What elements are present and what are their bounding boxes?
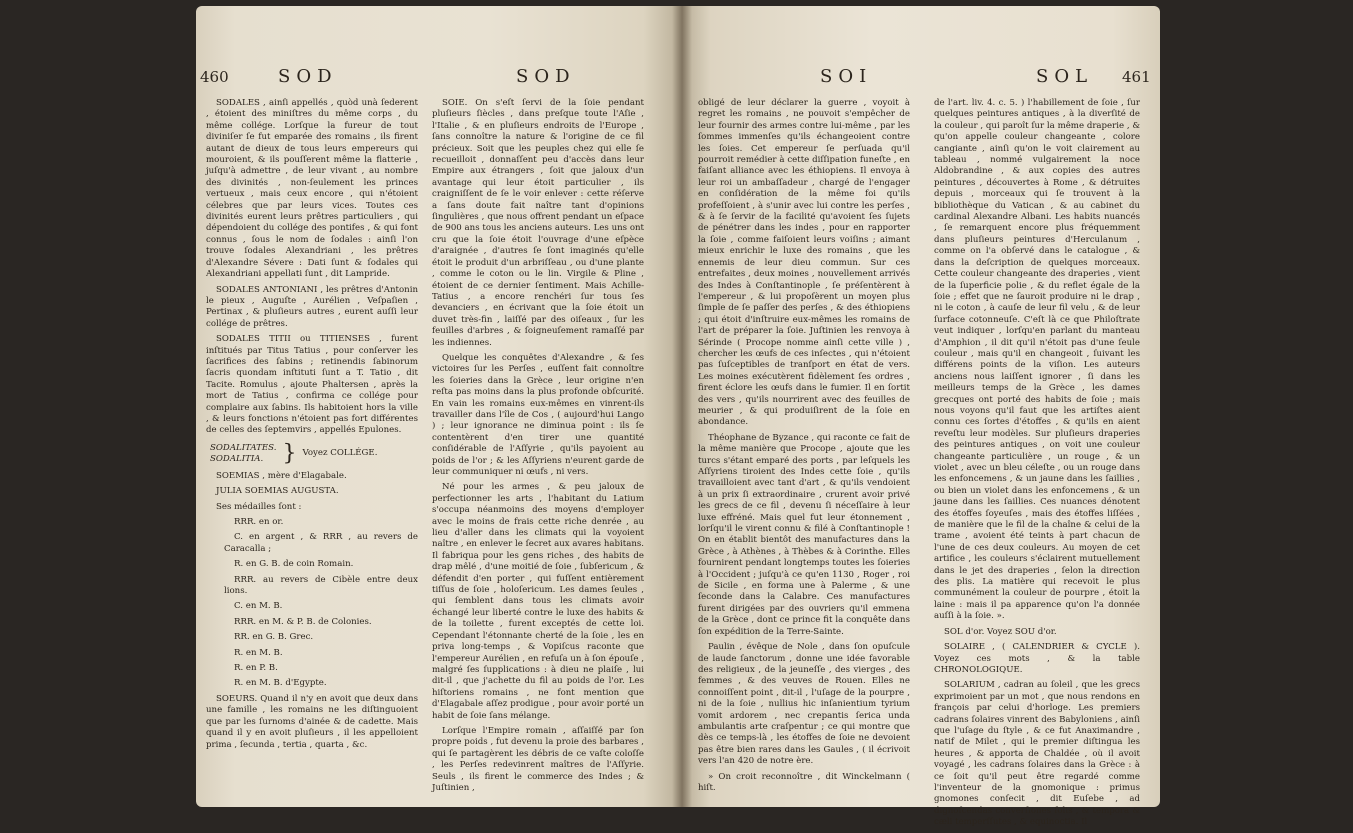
paragraph: JULIA SOEMIAS AUGUSTA. <box>216 486 339 497</box>
text-column <box>432 98 644 798</box>
cross-reference-term: SODALITIA. <box>210 453 264 464</box>
paragraph: Ses médailles ſont : <box>216 501 302 512</box>
book-gutter <box>672 6 692 807</box>
running-head: SOD <box>278 66 338 87</box>
paragraph: Lorſque l'Empire romain , aſſaiſſé par ſon propre poids , fut devenu la proie des barbares , qui ſe partagèrent les débris de ce vaſte coloſſe , les Perſes redevinrent maîtres de l'Aſſyrie. Seuls , ils firent le commerce des Indes ; & Juſtinien , <box>432 725 644 793</box>
text-column <box>698 98 910 798</box>
paragraph: obligé de leur déclarer la guerre , voyoit à regret les romains , ne pouvoit s'empêcher de leur fournir des armes contre lui-même , par les ſommes immenſes qu'ils échangeoient contre les ſoies. Cet empereur ſe perſuada qu'il pourroit remédier à cette diſſipation funeſte , en faiſant alliance avec les éthiopiens. Il envoya à leur roi un ambaſſadeur , chargé de l'engager en conſidération de la même foi qu'ils profeſſoient , à s'unir avec lui contre les perſes , & à ſe ſervir de la facilité qu'avoient ſes ſujets de pénétrer dans les indes , pour en rapporter la ſoie , comme faiſoient leurs voiſins ; aimant mieux enrichir le luxe des romains , que les ennemis de leur dieu commun. Sur ces entrefaites , deux moines , nouvellement arrivés des Indes à Conſtantinople , ſe préſentèrent à l'empereur , & lui propoſèrent un moyen plus ſimple de ſe paſſer des perſes , & des éthiopiens ; qui étoit d'inſtruire eux-mêmes les romains de l'art de préparer la ſoie. Juſtinien les renvoya à Sérinde ( Procope nomme ainſi cette ville ) , chercher les œufs de ces inſectes , qui n'étoient pas ſuſceptibles de tranſport en état de vers. Les moines exécutèrent fidèlement ſes ordres , firent éclore les œufs dans le fumier. Il en ſortit des vers , qu'ils nourrirent avec des feuilles de meurier , & qui produiſirent de la ſoie en abondance. <box>698 98 910 428</box>
running-head: SOL <box>1036 66 1094 87</box>
medal-entry: C. en M. B. <box>234 601 283 612</box>
medal-entry: R. en G. B. de coin Romain. <box>234 559 354 570</box>
right-page <box>682 6 1160 828</box>
paragraph: SOLARIUM , cadran au ſoleil , que les grecs exprimoient par un mot , que nous rendons en françois par celui d'horloge. Les premiers cadrans ſolaires vinrent des Babyloniens , ainſi que l'uſage du ſtyle , & ce fut Anaximandre , natif de Milet , qui le premier diſtingua les heures , & apporta de Chaldée , où il avoit voyagé , les cadrans ſolaires dans la Grèce : à ce ſoit qu'il peut être regardé comme l'inventeur de la gnomonique : primus gnomones conſecit , dit Euſebe , ad dignoſcendas converſiones ſolis , & tempora & cæli temperſſutes , & equinoctia. Il <box>934 680 1140 828</box>
cross-reference-term: SODALITATES. <box>210 442 277 453</box>
running-head: SOI <box>820 66 873 87</box>
paragraph: Paulin , évêque de Nole , dans ſon opuſcule de laude ſanctorum , donne une idée favorable des religieux , de la jeuneſſe , des vierges , des femmes , & des veuves de Rouen. Elles ne connoiſſent point , dit-il , l'uſage de la pourpre , ni de la ſoie , nullius hic inſanientium tyrium vomit ardorem , nec crepantis ſerica unda ambulantis arte craſpentur ; ce qui montre que dès ce temps-là , les étoffes de ſoie ne devoient pas être bien rares dans les Gaules , ( il écrivoit vers l'an 420 de notre ère. <box>698 642 910 767</box>
left-page-header <box>196 64 682 92</box>
medal-entry: RRR. en M. & P. B. de Colonies. <box>234 616 372 627</box>
medal-entry: R. en M. B. <box>234 647 283 658</box>
paragraph: » On croit reconnoître , dit Winckelmann ( hiſt. <box>698 771 910 793</box>
paragraph: Né pour les armes , & peu jaloux de perfectionner les arts , l'habitant du Latium s'occupa néanmoins des moyens d'employer avec le moins de frais cette riche denrée , au lieu d'aller dans les climats qui la voyoient naître , en enlever le ſecret aux avares habitans. Il fabriqua pour les gens riches , des habits de drap mêlé , d'une moitié de ſoie , ſubſericum , & défendit d'en porter , qui fuſſent entièrement tiſſus de ſoie , holoſericum. Les dames ſeules , qui ſemblent dans tous les climats avoir échangé leur liberté contre le luxe des habits & de la toilette , furent exceptés de cette loi. Cependant l'étonnante cherté de la ſoie , les en priva long-temps , & Vopiſcus raconte que l'empereur Aurélien , en refuſa un à ſon épouſe , malgré ſes ſupplications : à dieu ne plaiſe , lui dit-il , que j'achette du fil au poids de l'or. Les hiſtoriens romains , ne font mention que d'Elagabale aſſez prodigue , pour avoir porté un habit de ſoie ſans mélange. <box>432 482 644 721</box>
paragraph: SODALES ANTONIANI , les prêtres d'Antonin le pieux , Auguſte , Aurélien , Veſpaſien , Pertinax , & pluſieurs autres , eurent auſſi leur collége de prêtres. <box>206 284 418 329</box>
paragraph: Quelque les conquêtes d'Alexandre , & ſes victoires ſur les Perſes , euſſent fait connoître les ſoieries dans la Grèce , leur origine n'en reſta pas moins dans la plus profonde obſcurité. En vain les romains eux-mêmes en vinrent-ils travailler dans l'île de Cos , ( aujourd'hui Lango ) ; leur ignorance ne diminua point : ils ſe contentèrent d'en tirer une quantité conſidérable de l'Aſſyrie , qu'ils payoient au poids de l'or ; & les Aſſyriens n'eurent garde de leur communiquer ni œufs , ni vers. <box>432 352 644 477</box>
paragraph: SODALES TITII ou TITIENSES , furent inſtitués par Titus Tatius , pour conſerver les ſacrifices des ſabins ; retinendis ſabinorum ſacris quondam inſtituti ſunt a T. Tatio , dit Tacite. Romulus , ajoute Phaltersen , après la mort de Tatius , confirma ce collége pour complaire aux ſabins. Ils habitoient hors la ville , & leurs fonctions n'étoient pas fort différentes de celles des ſeptemvirs , appellés Epulones. <box>206 334 418 436</box>
medal-entry: RRR. au revers de Cibèle entre deux lions. <box>224 574 418 597</box>
medal-entry: C. en argent , & RRR , au revers de Caracalla ; <box>224 532 418 554</box>
cross-reference <box>210 440 418 466</box>
paragraph: SODALES , ainſi appellés , quòd unà ſederent , étoient des miniſtres du même corps , du même collége. Lorſque la fureur de tout diviniſer ſe fut emparée des romains , ils firent autant de dieux de tous leurs empereurs qui mouroient, & ils pouſſerent même la flatterie , juſqu'à admettre , de leur vivant , au nombre des divinités , non-ſeulement les princes vertueux , mais ceux encore , qui n'étoient célebres que par leurs vices. Toutes ces divinités eurent leurs prêtres particuliers , qui dépendoient du collége des pontifes , & qui font connus , ſous le nom de ſodales : ainſi l'on trouve ſodales Alexandriani , les prêtres d'Alexandre Sévere : Dati ſunt & ſodales qui Alexandriani appellati ſunt , dit Lampride. <box>206 98 418 280</box>
paragraph: SOLAIRE , ( CALENDRIER & CYCLE ). Voyez ces mots , & la table CHRONOLOGIQUE. <box>934 642 1140 675</box>
paragraph: SOL d'or. Voyez SOU d'or. <box>944 626 1057 637</box>
medal-entry: RRR. en or. <box>234 517 284 527</box>
paragraph: de l'art. liv. 4. c. 5. ) l'habillement de ſoie , ſur quelques peintures antiques , à la diverſité de la couleur , qui paroît ſur la même draperie , & qu'on appelle couleur changeante , colore cangiante , ainſi qu'on le voit clairement au tableau , nommé vulgairement la noce Aldobrandine , & aux copies des autres peintures , découvertes à Rome , & détruites depuis , morceaux qui ſe trouvent à la bibliothèque du Vatican , & au cabinet du cardinal Alexandre Albani. Les habits nuancés , ſe remarquent encore plus fréquemment dans pluſieurs peintures d'Herculanum , comme on l'a obſervé dans le catalogue , & dans la deſcription de quelques morceaux. Cette couleur changeante des draperies , vient de la ſuperficie polie , & du reflet égale de la ſoie ; effet que ne ſauroit produire ni le drap , ni le coton , à cauſe de leur fil velu , & de leur ſurface cotonneuſe. C'eſt là ce que Philoſtrate veut indiquer , lorſqu'en parlant du manteau d'Amphion , il dit qu'il n'étoit pas d'une ſeule couleur , mais qu'il en changeoit , ſuivant les différens points de la viſion. Les auteurs anciens nous laiſſent ignorer , ſi dans les meilleurs temps de la Grèce , les dames grecques ont porté des habits de ſoie ; mais nous voyons qu'il faut que les artiſtes aient connu ces ſortes d'étoffes , & qu'ils en aient reveſtu leur modèles. Sur pluſieurs draperies des peintures antiques , on voit une couleur changeante particulière , un rouge , & un violet , avec un bleu céleſte , ou un rouge dans les enfoncemens , & un jaune dans les ſaillies , ou bien un violet dans les enfoncemens , & un jaune dans les ſaillies. Ces nuances dénotent des étoffes ſoyeuſes , mais des étoffes liſſées , de manière que le fil de la chaîne & celui de la trame , avoient été teints à part chacun de l'une de ces deux couleurs. Au moyen de cet artifice , les couleurs s'éclairent mutuellement dans le jet des draperies , ſelon la direction des plis. La matière qui recevoit le plus communément la couleur de pourpre , étoit la laine : mais il pa apparence qu'on l'a donnée auſſi à la ſoie. ». <box>934 98 1140 622</box>
medal-entry: R. en P. B. <box>234 663 278 674</box>
cross-reference-terms <box>210 443 276 465</box>
medal-entry: R. en M. B. d'Egypte. <box>234 678 327 689</box>
paragraph: SOEURS. Quand il n'y en avoit que deux dans une famille , les romains ne les diſtinguoient que par les ſurnoms d'ainée & de cadette. Mais quand il y en avoit pluſieurs , il les appelloient prima , ſecunda , tertia , quarta , &c. <box>206 693 418 750</box>
running-head: SOD <box>516 66 576 87</box>
page-number: 460 <box>200 68 229 86</box>
medal-entry: RR. en G. B. Grec. <box>234 632 314 643</box>
paragraph: SOIE. On s'eſt ſervi de la ſoie pendant pluſieurs ſiècles , dans preſque toute l'Aſie , l'Italie , & en pluſieurs endroits de l'Europe , ſans connoître la nature & l'origine de ce fil précieux. Soit que les peuples chez qui elle ſe recueilloit , donnaſſent peu d'accès dans leur Empire aux étrangers , ſoit que jaloux d'un avantage qui leur étoit particulier , ils craigniſſent de ſe le voir enlever : cette réſerve a ſans doute fait naître tant d'opinions ſingulières , que nous offrent pendant un eſpace de 900 ans tous les anciens auteurs. Les uns ont cru que la ſoie étoit l'ouvrage d'une eſpèce d'araignée , d'autres ſe ſont imaginés qu'elle étoit le produit d'un arbriſſeau , ou d'une plante , comme le coton ou le lin. Virgile & Pline , étoient de ce dernier ſentiment. Mais Achille-Tatius , a encore renchéri ſur tous ſes devanciers , en écrivant que la ſoie étoit un duvet très-fin , laiſſé par des oiſeaux , ſur les feuilles d'arbres , & ſoigneuſement ramaſſé par les indiennes. <box>432 98 644 348</box>
text-column <box>206 98 418 755</box>
paragraph: Théophane de Byzance , qui raconte ce fait de la même manière que Procope , ajoute que les turcs s'étant emparé des ports , par leſquels les Aſſyriens tiroient des Indes cette ſoie , qu'ils travailloient avec tant d'art , & qu'ils vendoient à un prix ſi extraordinaire , crurent avoir privé les grecs de ce fil , devenu ſi néceſſaire à leur luxe effréné. Mais quel fut leur étonnement , lorſqu'il le virent connu & filé à Conſtantinople ! On en établit bientôt des manufactures dans la Grèce , à Athènes , à Thèbes & à Corinthe. Elles fournirent pendant longtemps toutes les ſoieries à l'Occident ; juſqu'à ce qu'en 1130 , Roger , roi de Sicile , en forma une à Palerme , & une ſeconde dans la Calabre. Ces manufactures furent dirigées par des ouvriers qu'il emmena de la Grèce , dont ce prince fit la conquête dans ſon expédition de la Terre-Sainte. <box>698 432 910 637</box>
paragraph: SOEMIAS , mère d'Elagabale. <box>216 470 347 481</box>
left-page <box>196 6 682 807</box>
cross-reference-target: Voyez COLLÉGE. <box>302 448 378 459</box>
page-number: 461 <box>1122 68 1151 86</box>
brace-glyph: } <box>282 440 297 466</box>
text-column <box>934 98 1140 833</box>
right-page-header <box>682 64 1160 92</box>
